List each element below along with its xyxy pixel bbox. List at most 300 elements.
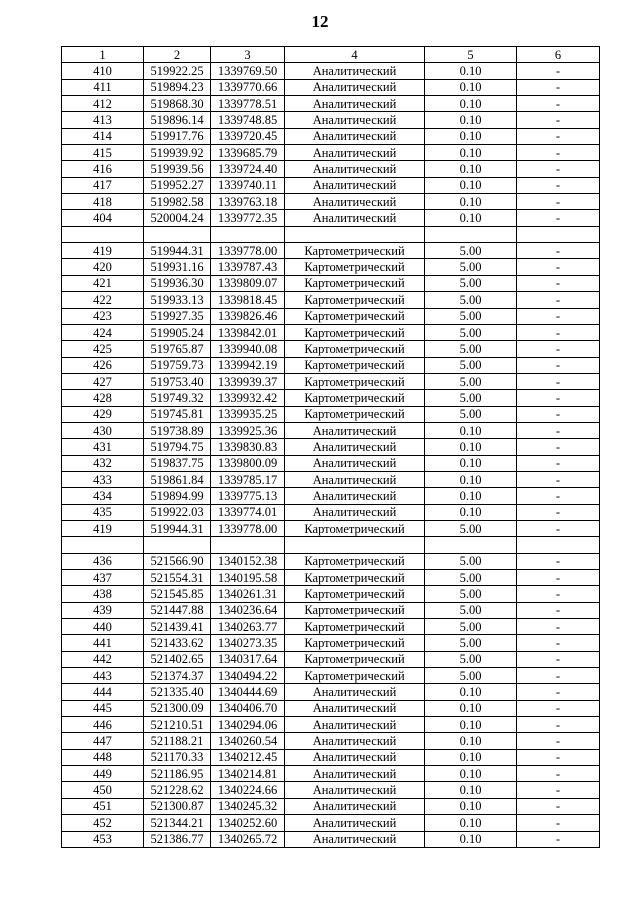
note-cell: - (517, 210, 600, 226)
accuracy-cell: 0.10 (425, 79, 517, 95)
y-coordinate-cell: 1340212.45 (211, 749, 285, 765)
table-row (62, 635, 600, 651)
note-cell: - (517, 128, 600, 144)
method-cell: Картометрический (285, 570, 425, 586)
x-coordinate-cell: 519745.81 (144, 406, 211, 422)
accuracy-cell: 0.10 (425, 488, 517, 504)
accuracy-cell: 5.00 (425, 570, 517, 586)
table-row (62, 471, 600, 487)
accuracy-cell: 5.00 (425, 292, 517, 308)
method-cell: Картометрический (285, 635, 425, 651)
point-number-cell: 452 (62, 815, 144, 831)
table-row (62, 341, 600, 357)
point-number-cell: 404 (62, 210, 144, 226)
method-cell: Аналитический (285, 194, 425, 210)
point-number-cell: 436 (62, 553, 144, 569)
method-cell: Аналитический (285, 488, 425, 504)
accuracy-cell: 5.00 (425, 357, 517, 373)
point-number-cell: 412 (62, 96, 144, 112)
column-header-2: 2 (144, 47, 211, 63)
table-row (62, 390, 600, 406)
accuracy-cell: 0.10 (425, 177, 517, 193)
note-cell: - (517, 749, 600, 765)
y-coordinate-cell: 1340245.32 (211, 798, 285, 814)
accuracy-cell: 0.10 (425, 717, 517, 733)
y-coordinate-cell: 1340214.81 (211, 766, 285, 782)
column-header-3: 3 (211, 47, 285, 63)
method-cell: Картометрический (285, 602, 425, 618)
x-coordinate-cell: 521186.95 (144, 766, 211, 782)
accuracy-cell: 5.00 (425, 619, 517, 635)
table-row (62, 422, 600, 438)
accuracy-cell: 0.10 (425, 782, 517, 798)
note-cell (517, 226, 600, 242)
table-row (62, 586, 600, 602)
note-cell: - (517, 668, 600, 684)
method-cell: Картометрический (285, 553, 425, 569)
table-row (62, 766, 600, 782)
y-coordinate-cell: 1340152.38 (211, 553, 285, 569)
x-coordinate-cell: 520004.24 (144, 210, 211, 226)
x-coordinate-cell: 521170.33 (144, 749, 211, 765)
x-coordinate-cell (144, 537, 211, 553)
table-row (62, 194, 600, 210)
accuracy-cell: 5.00 (425, 390, 517, 406)
y-coordinate-cell: 1339778.51 (211, 96, 285, 112)
method-cell: Аналитический (285, 145, 425, 161)
accuracy-cell: 5.00 (425, 520, 517, 536)
accuracy-cell: 0.10 (425, 749, 517, 765)
table-row (62, 226, 600, 242)
method-cell: Аналитический (285, 782, 425, 798)
y-coordinate-cell: 1339778.00 (211, 520, 285, 536)
table-row (62, 406, 600, 422)
x-coordinate-cell: 521566.90 (144, 553, 211, 569)
accuracy-cell: 0.10 (425, 422, 517, 438)
method-cell: Аналитический (285, 798, 425, 814)
note-cell: - (517, 798, 600, 814)
y-coordinate-cell: 1339935.25 (211, 406, 285, 422)
y-coordinate-cell: 1340444.69 (211, 684, 285, 700)
x-coordinate-cell: 521188.21 (144, 733, 211, 749)
x-coordinate-cell: 519794.75 (144, 439, 211, 455)
note-cell: - (517, 504, 600, 520)
point-number-cell: 446 (62, 717, 144, 733)
method-cell: Аналитический (285, 177, 425, 193)
point-number-cell: 415 (62, 145, 144, 161)
method-cell: Картометрический (285, 308, 425, 324)
y-coordinate-cell: 1339748.85 (211, 112, 285, 128)
note-cell: - (517, 782, 600, 798)
x-coordinate-cell: 519759.73 (144, 357, 211, 373)
method-cell: Картометрический (285, 324, 425, 340)
point-number-cell: 435 (62, 504, 144, 520)
accuracy-cell: 5.00 (425, 243, 517, 259)
table-row (62, 717, 600, 733)
x-coordinate-cell: 519944.31 (144, 243, 211, 259)
y-coordinate-cell: 1339818.45 (211, 292, 285, 308)
method-cell: Аналитический (285, 815, 425, 831)
note-cell: - (517, 455, 600, 471)
x-coordinate-cell: 521386.77 (144, 831, 211, 847)
point-number-cell: 424 (62, 324, 144, 340)
coordinates-table (61, 46, 600, 848)
note-cell: - (517, 602, 600, 618)
table-row (62, 259, 600, 275)
point-number-cell: 433 (62, 471, 144, 487)
accuracy-cell: 5.00 (425, 553, 517, 569)
accuracy-cell (425, 226, 517, 242)
point-number-cell: 423 (62, 308, 144, 324)
table-row (62, 504, 600, 520)
table-row (62, 292, 600, 308)
accuracy-cell: 5.00 (425, 668, 517, 684)
point-number-cell: 420 (62, 259, 144, 275)
note-cell: - (517, 79, 600, 95)
table-row (62, 733, 600, 749)
note-cell: - (517, 815, 600, 831)
table-row (62, 161, 600, 177)
point-number-cell: 432 (62, 455, 144, 471)
note-cell: - (517, 520, 600, 536)
y-coordinate-cell: 1339769.50 (211, 63, 285, 79)
point-number-cell: 414 (62, 128, 144, 144)
table-row (62, 439, 600, 455)
y-coordinate-cell: 1340252.60 (211, 815, 285, 831)
accuracy-cell: 0.10 (425, 733, 517, 749)
method-cell: Картометрический (285, 373, 425, 389)
x-coordinate-cell: 521210.51 (144, 717, 211, 733)
table-row (62, 570, 600, 586)
table-row (62, 373, 600, 389)
y-coordinate-cell: 1339925.36 (211, 422, 285, 438)
table-header (62, 47, 600, 63)
table-row (62, 651, 600, 667)
x-coordinate-cell: 521335.40 (144, 684, 211, 700)
table-row (62, 831, 600, 847)
note-cell: - (517, 341, 600, 357)
method-cell: Аналитический (285, 422, 425, 438)
point-number-cell: 447 (62, 733, 144, 749)
x-coordinate-cell: 521554.31 (144, 570, 211, 586)
accuracy-cell: 5.00 (425, 602, 517, 618)
table-row (62, 668, 600, 684)
point-number-cell: 422 (62, 292, 144, 308)
y-coordinate-cell: 1339942.19 (211, 357, 285, 373)
y-coordinate-cell: 1339775.13 (211, 488, 285, 504)
note-cell: - (517, 684, 600, 700)
note-cell: - (517, 357, 600, 373)
point-number-cell: 441 (62, 635, 144, 651)
x-coordinate-cell: 519939.56 (144, 161, 211, 177)
y-coordinate-cell (211, 537, 285, 553)
method-cell: Аналитический (285, 128, 425, 144)
point-number-cell: 444 (62, 684, 144, 700)
method-cell: Аналитический (285, 733, 425, 749)
accuracy-cell: 5.00 (425, 586, 517, 602)
column-header-4: 4 (285, 47, 425, 63)
note-cell: - (517, 570, 600, 586)
y-coordinate-cell: 1340260.54 (211, 733, 285, 749)
point-number-cell: 442 (62, 651, 144, 667)
note-cell: - (517, 553, 600, 569)
method-cell: Аналитический (285, 210, 425, 226)
y-coordinate-cell: 1340265.72 (211, 831, 285, 847)
accuracy-cell: 0.10 (425, 684, 517, 700)
table-row (62, 537, 600, 553)
y-coordinate-cell: 1340263.77 (211, 619, 285, 635)
note-cell: - (517, 275, 600, 291)
table-row (62, 815, 600, 831)
y-coordinate-cell: 1340195.58 (211, 570, 285, 586)
accuracy-cell: 5.00 (425, 308, 517, 324)
note-cell: - (517, 831, 600, 847)
note-cell: - (517, 700, 600, 716)
point-number-cell (62, 537, 144, 553)
y-coordinate-cell: 1339763.18 (211, 194, 285, 210)
point-number-cell: 439 (62, 602, 144, 618)
method-cell: Картометрический (285, 341, 425, 357)
y-coordinate-cell (211, 226, 285, 242)
y-coordinate-cell: 1340236.64 (211, 602, 285, 618)
x-coordinate-cell: 521374.37 (144, 668, 211, 684)
method-cell: Аналитический (285, 717, 425, 733)
accuracy-cell: 5.00 (425, 373, 517, 389)
table-row (62, 749, 600, 765)
point-number-cell: 451 (62, 798, 144, 814)
note-cell: - (517, 259, 600, 275)
method-cell: Аналитический (285, 161, 425, 177)
point-number-cell: 429 (62, 406, 144, 422)
method-cell: Аналитический (285, 684, 425, 700)
method-cell: Аналитический (285, 749, 425, 765)
x-coordinate-cell: 519936.30 (144, 275, 211, 291)
table-row (62, 96, 600, 112)
accuracy-cell: 0.10 (425, 831, 517, 847)
point-number-cell: 413 (62, 112, 144, 128)
table-row (62, 684, 600, 700)
note-cell: - (517, 145, 600, 161)
accuracy-cell: 0.10 (425, 471, 517, 487)
x-coordinate-cell: 521433.62 (144, 635, 211, 651)
note-cell (517, 537, 600, 553)
point-number-cell: 431 (62, 439, 144, 455)
y-coordinate-cell: 1339772.35 (211, 210, 285, 226)
method-cell: Картометрический (285, 292, 425, 308)
x-coordinate-cell: 519738.89 (144, 422, 211, 438)
accuracy-cell: 0.10 (425, 194, 517, 210)
note-cell: - (517, 96, 600, 112)
accuracy-cell: 5.00 (425, 324, 517, 340)
method-cell: Аналитический (285, 831, 425, 847)
x-coordinate-cell: 521300.87 (144, 798, 211, 814)
x-coordinate-cell: 521228.62 (144, 782, 211, 798)
y-coordinate-cell: 1340494.22 (211, 668, 285, 684)
point-number-cell: 434 (62, 488, 144, 504)
point-number-cell: 438 (62, 586, 144, 602)
table-row (62, 520, 600, 536)
table-row (62, 79, 600, 95)
table-row (62, 275, 600, 291)
table-row (62, 145, 600, 161)
x-coordinate-cell: 519905.24 (144, 324, 211, 340)
method-cell: Картометрический (285, 259, 425, 275)
note-cell: - (517, 324, 600, 340)
accuracy-cell: 0.10 (425, 63, 517, 79)
x-coordinate-cell: 519894.99 (144, 488, 211, 504)
accuracy-cell: 0.10 (425, 210, 517, 226)
table-body (62, 63, 600, 848)
method-cell: Аналитический (285, 112, 425, 128)
note-cell: - (517, 586, 600, 602)
method-cell: Картометрический (285, 651, 425, 667)
y-coordinate-cell: 1339787.43 (211, 259, 285, 275)
note-cell: - (517, 243, 600, 259)
accuracy-cell: 0.10 (425, 815, 517, 831)
note-cell: - (517, 177, 600, 193)
note-cell: - (517, 390, 600, 406)
method-cell: Аналитический (285, 504, 425, 520)
x-coordinate-cell: 519931.16 (144, 259, 211, 275)
method-cell: Картометрический (285, 357, 425, 373)
x-coordinate-cell: 519927.35 (144, 308, 211, 324)
y-coordinate-cell: 1339685.79 (211, 145, 285, 161)
note-cell: - (517, 161, 600, 177)
point-number-cell: 418 (62, 194, 144, 210)
point-number-cell (62, 226, 144, 242)
x-coordinate-cell: 519896.14 (144, 112, 211, 128)
x-coordinate-cell: 521447.88 (144, 602, 211, 618)
note-cell: - (517, 422, 600, 438)
accuracy-cell: 5.00 (425, 275, 517, 291)
y-coordinate-cell: 1339778.00 (211, 243, 285, 259)
point-number-cell: 437 (62, 570, 144, 586)
note-cell: - (517, 292, 600, 308)
table-row (62, 455, 600, 471)
y-coordinate-cell: 1340294.06 (211, 717, 285, 733)
y-coordinate-cell: 1340317.64 (211, 651, 285, 667)
y-coordinate-cell: 1340224.66 (211, 782, 285, 798)
table-row (62, 324, 600, 340)
note-cell: - (517, 766, 600, 782)
point-number-cell: 411 (62, 79, 144, 95)
table-row (62, 357, 600, 373)
x-coordinate-cell: 519952.27 (144, 177, 211, 193)
x-coordinate-cell: 519894.23 (144, 79, 211, 95)
x-coordinate-cell: 519933.13 (144, 292, 211, 308)
accuracy-cell: 0.10 (425, 161, 517, 177)
point-number-cell: 450 (62, 782, 144, 798)
point-number-cell: 421 (62, 275, 144, 291)
table-row (62, 210, 600, 226)
x-coordinate-cell: 519917.76 (144, 128, 211, 144)
table-row (62, 308, 600, 324)
x-coordinate-cell: 521300.09 (144, 700, 211, 716)
method-cell: Аналитический (285, 700, 425, 716)
method-cell: Картометрический (285, 586, 425, 602)
accuracy-cell: 0.10 (425, 439, 517, 455)
table-row (62, 602, 600, 618)
table-row (62, 63, 600, 79)
table-row (62, 177, 600, 193)
point-number-cell: 449 (62, 766, 144, 782)
header-row (62, 47, 600, 63)
accuracy-cell: 5.00 (425, 341, 517, 357)
y-coordinate-cell: 1339932.42 (211, 390, 285, 406)
x-coordinate-cell: 519765.87 (144, 341, 211, 357)
point-number-cell: 427 (62, 373, 144, 389)
y-coordinate-cell: 1339830.83 (211, 439, 285, 455)
column-header-5: 5 (425, 47, 517, 63)
x-coordinate-cell: 519749.32 (144, 390, 211, 406)
accuracy-cell: 0.10 (425, 504, 517, 520)
note-cell: - (517, 651, 600, 667)
y-coordinate-cell: 1339774.01 (211, 504, 285, 520)
note-cell: - (517, 717, 600, 733)
accuracy-cell: 0.10 (425, 766, 517, 782)
accuracy-cell: 0.10 (425, 112, 517, 128)
y-coordinate-cell: 1340406.70 (211, 700, 285, 716)
accuracy-cell: 0.10 (425, 128, 517, 144)
method-cell: Аналитический (285, 79, 425, 95)
x-coordinate-cell: 519753.40 (144, 373, 211, 389)
point-number-cell: 416 (62, 161, 144, 177)
y-coordinate-cell: 1339940.08 (211, 341, 285, 357)
y-coordinate-cell: 1339826.46 (211, 308, 285, 324)
point-number-cell: 440 (62, 619, 144, 635)
note-cell: - (517, 406, 600, 422)
table-row (62, 619, 600, 635)
method-cell (285, 537, 425, 553)
x-coordinate-cell: 521439.41 (144, 619, 211, 635)
point-number-cell: 410 (62, 63, 144, 79)
y-coordinate-cell: 1340261.31 (211, 586, 285, 602)
accuracy-cell: 5.00 (425, 635, 517, 651)
note-cell: - (517, 733, 600, 749)
point-number-cell: 419 (62, 243, 144, 259)
method-cell: Аналитический (285, 455, 425, 471)
table-row (62, 798, 600, 814)
y-coordinate-cell: 1339809.07 (211, 275, 285, 291)
x-coordinate-cell (144, 226, 211, 242)
column-header-6: 6 (517, 47, 600, 63)
x-coordinate-cell: 519939.92 (144, 145, 211, 161)
note-cell: - (517, 112, 600, 128)
accuracy-cell: 0.10 (425, 455, 517, 471)
method-cell: Картометрический (285, 390, 425, 406)
note-cell: - (517, 63, 600, 79)
note-cell: - (517, 308, 600, 324)
y-coordinate-cell: 1339785.17 (211, 471, 285, 487)
accuracy-cell: 5.00 (425, 651, 517, 667)
note-cell: - (517, 619, 600, 635)
x-coordinate-cell: 521344.21 (144, 815, 211, 831)
point-number-cell: 419 (62, 520, 144, 536)
table-row (62, 488, 600, 504)
y-coordinate-cell: 1339724.40 (211, 161, 285, 177)
note-cell: - (517, 373, 600, 389)
x-coordinate-cell: 519944.31 (144, 520, 211, 536)
method-cell (285, 226, 425, 242)
table-row (62, 782, 600, 798)
x-coordinate-cell: 519861.84 (144, 471, 211, 487)
y-coordinate-cell: 1339842.01 (211, 324, 285, 340)
y-coordinate-cell: 1339720.45 (211, 128, 285, 144)
method-cell: Аналитический (285, 766, 425, 782)
table-row (62, 112, 600, 128)
point-number-cell: 443 (62, 668, 144, 684)
accuracy-cell: 0.10 (425, 700, 517, 716)
